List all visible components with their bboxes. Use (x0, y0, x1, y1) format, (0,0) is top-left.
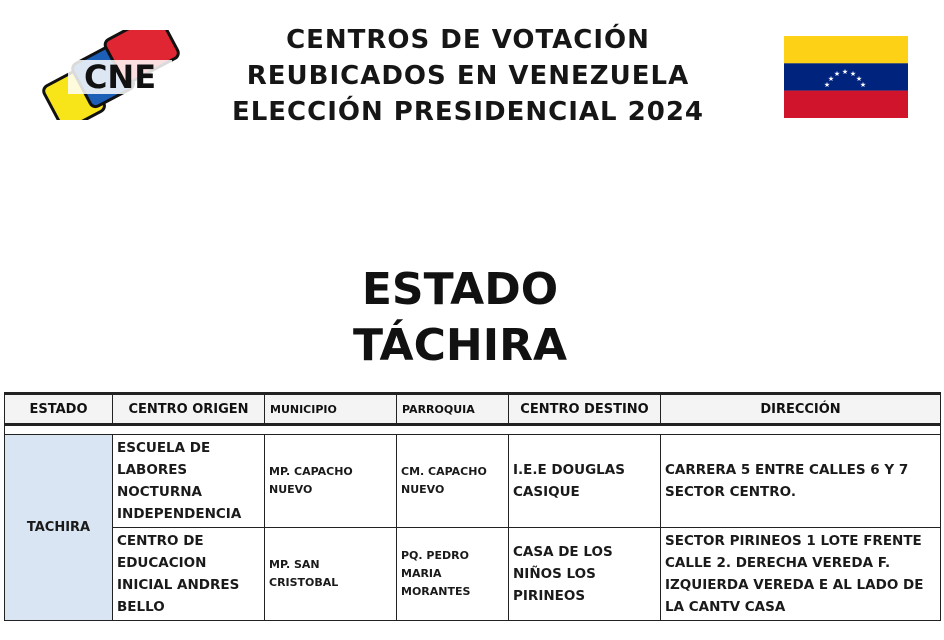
cell-municipio: MP. SAN CRISTOBAL (265, 528, 397, 621)
header-parroquia: PARROQUIA (397, 394, 509, 425)
svg-text:★: ★ (849, 70, 857, 78)
svg-text:★: ★ (827, 75, 835, 83)
cell-parroquia: PQ. PEDRO MARIA MORANTES (397, 528, 509, 621)
title-line-3: ELECCIÓN PRESIDENCIAL 2024 (231, 97, 705, 127)
cne-logo-text: CNE (83, 58, 157, 96)
cell-municipio: MP. CAPACHO NUEVO (265, 435, 397, 528)
page-title (200, 22, 736, 130)
cell-parroquia: CM. CAPACHO NUEVO (397, 435, 509, 528)
header-centro-origen: CENTRO ORIGEN (113, 394, 265, 425)
header-municipio: MUNICIPIO (265, 394, 397, 425)
cell-estado: TACHIRA (5, 435, 113, 621)
state-heading (300, 262, 620, 374)
title-line-1: CENTROS DE VOTACIÓN (286, 25, 650, 55)
table-row (5, 435, 941, 528)
cne-logo (36, 30, 196, 120)
svg-text:★: ★ (833, 70, 841, 78)
svg-text:★: ★ (859, 81, 867, 89)
header-centro-destino: CENTRO DESTINO (509, 394, 661, 425)
table-header-row (5, 394, 941, 425)
state-heading-line-2: TÁCHIRA (352, 320, 568, 371)
cell-centro-destino: I.E.E DOUGLAS CASIQUE (509, 435, 661, 528)
table-spacer (5, 425, 941, 435)
cell-centro-origen: ESCUELA DE LABORES NOCTURNA INDEPENDENCIA (113, 435, 265, 528)
svg-text:★: ★ (841, 68, 849, 76)
svg-text:★: ★ (823, 81, 831, 89)
cell-direccion: CARRERA 5 ENTRE CALLES 6 Y 7 SECTOR CENTRO. (661, 435, 941, 528)
header-direccion: DIRECCIÓN (661, 394, 941, 425)
header-estado: ESTADO (5, 394, 113, 425)
title-line-2: REUBICADOS EN VENEZUELA (246, 61, 690, 91)
svg-text:★: ★ (855, 75, 863, 83)
cell-centro-destino: CASA DE LOS NIÑOS LOS PIRINEOS (509, 528, 661, 621)
table-row (5, 528, 941, 621)
state-heading-line-1: ESTADO (361, 264, 559, 315)
cell-direccion: SECTOR PIRINEOS 1 LOTE FRENTE CALLE 2. DERECHA VEREDA F. IZQUIERDA VEREDA E AL LADO DE LA CANTV CASA (661, 528, 941, 621)
cell-centro-origen: CENTRO DE EDUCACION INICIAL ANDRES BELLO (113, 528, 265, 621)
voting-centers-table (4, 392, 941, 621)
venezuela-flag (784, 36, 908, 118)
